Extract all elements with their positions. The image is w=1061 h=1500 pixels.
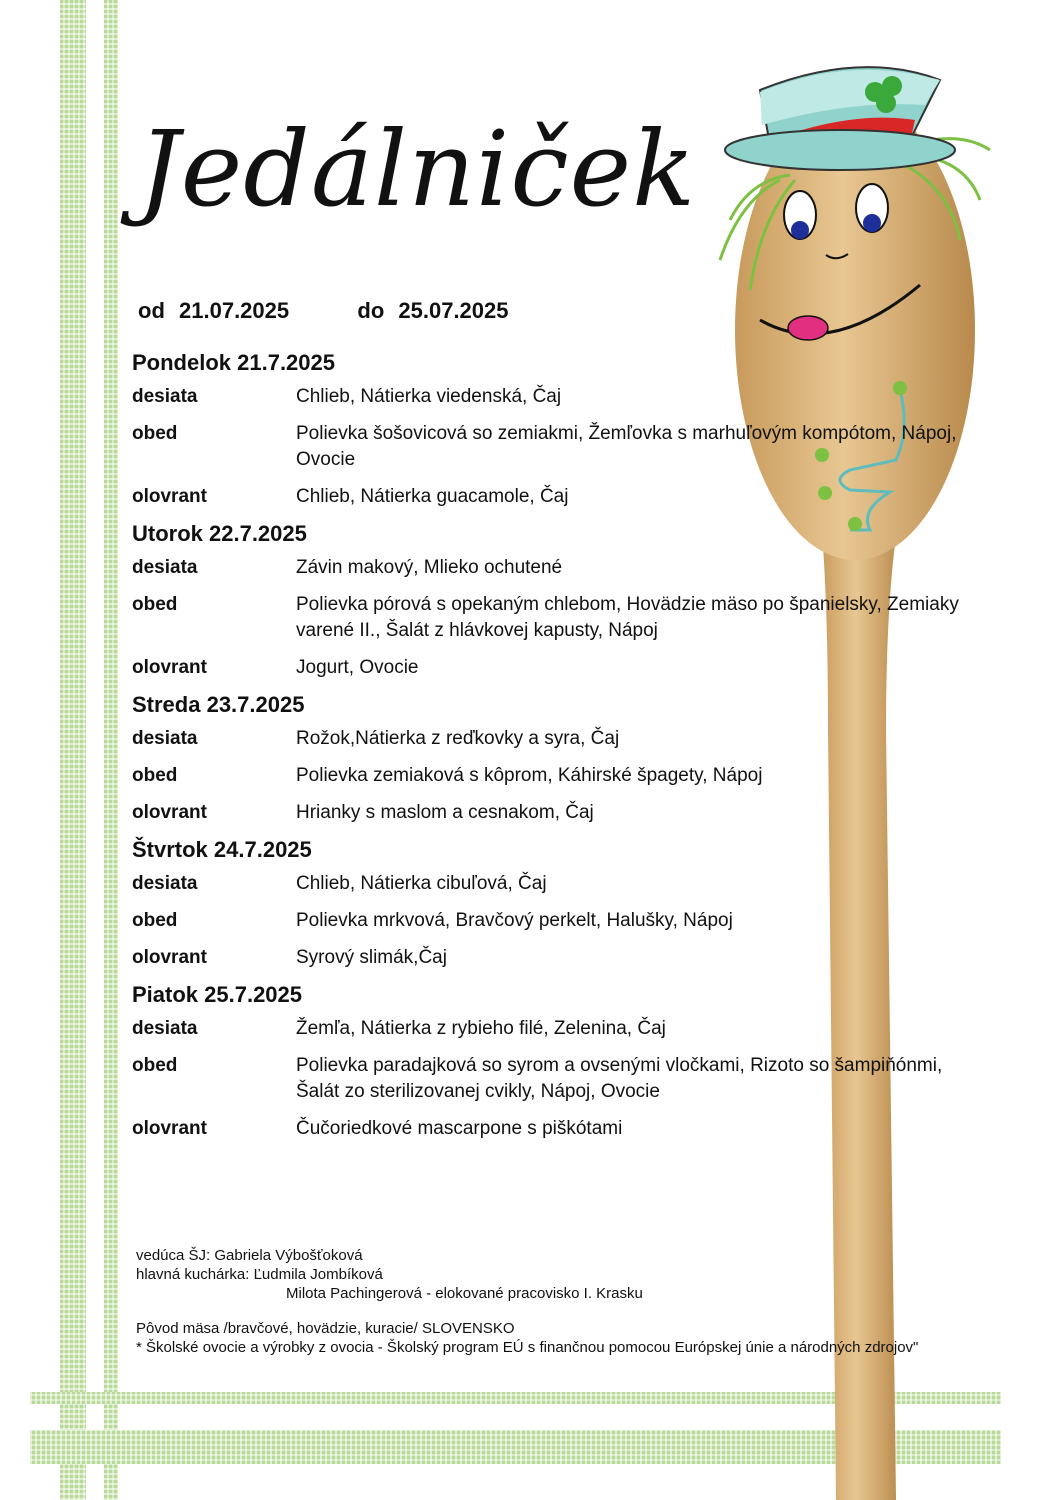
meal-label: obed (132, 594, 178, 615)
meal-row-desiata (132, 555, 1002, 581)
meal-text: Žemľa, Nátierka z rybieho filé, Zelenina, Čaj (296, 1018, 666, 1039)
meal-text: Polievka pórová s opekaným chlebom, Hovädzie mäso po španielsky, Zemiaky varené II., Šalát z hlávkovej kapusty, Nápoj (296, 594, 959, 641)
green-stripe-left (60, 0, 86, 1500)
date-from: 21.07.2025 (179, 298, 290, 323)
menu-day (132, 521, 1002, 681)
date-to: 25.07.2025 (398, 298, 509, 323)
menu-days (132, 350, 1002, 1153)
meal-label: olovrant (132, 802, 207, 823)
meal-row-desiata (132, 1016, 1002, 1042)
meal-text: Jogurt, Ovocie (296, 657, 419, 678)
footer-program: * Školské ovocie a výrobky z ovocia - Školský program EÚ s finančnou pomocou Európskej únie a národných zdrojov" (136, 1339, 919, 1356)
meal-label: obed (132, 423, 178, 444)
page-title: Jedálniček (138, 108, 697, 230)
meal-row-obed (132, 421, 1002, 473)
meal-label: obed (132, 1055, 178, 1076)
footer-cook2: Milota Pachingerová - elokované pracovisko I. Krasku (286, 1285, 643, 1302)
menu-day (132, 982, 1002, 1142)
meal-text: Čučoriedkové mascarpone s piškótami (296, 1118, 623, 1139)
meal-row-desiata (132, 384, 1002, 410)
footer-lead: vedúca ŠJ: Gabriela Výbošťoková (136, 1247, 363, 1264)
menu-day (132, 692, 1002, 826)
day-title: Utorok 22.7.2025 (132, 521, 307, 546)
meal-label: olovrant (132, 947, 207, 968)
date-to-label: do (357, 298, 385, 323)
meal-row-olovrant (132, 655, 1002, 681)
meal-label: obed (132, 910, 178, 931)
footer-notes (136, 1246, 936, 1357)
meal-text: Chlieb, Nátierka guacamole, Čaj (296, 486, 569, 507)
meal-row-olovrant (132, 1116, 1002, 1142)
meal-text: Chlieb, Nátierka viedenská, Čaj (296, 386, 562, 407)
date-from-label: od (138, 298, 165, 323)
meal-row-desiata (132, 871, 1002, 897)
meal-row-olovrant (132, 945, 1002, 971)
meal-text: Závin makový, Mlieko ochutené (296, 557, 563, 578)
day-title: Streda 23.7.2025 (132, 692, 305, 717)
day-title: Pondelok 21.7.2025 (132, 350, 335, 375)
meal-text: Polievka zemiaková s kôprom, Káhirské špagety, Nápoj (296, 765, 763, 786)
day-title: Piatok 25.7.2025 (132, 982, 303, 1007)
meal-label: desiata (132, 557, 198, 578)
meal-row-obed (132, 1053, 1002, 1105)
meal-label: desiata (132, 728, 198, 749)
footer-origin: Pôvod mäsa /bravčové, hovädzie, kuracie/ SLOVENSKO (136, 1320, 515, 1337)
meal-text: Polievka šošovicová so zemiakmi, Žemľovka s marhuľovým kompótom, Nápoj, Ovocie (296, 423, 957, 470)
date-range (138, 298, 517, 324)
meal-row-olovrant (132, 484, 1002, 510)
meal-text: Polievka paradajková so syrom a ovsenými vločkami, Rizoto so šampiňónmi, Šalát zo sterilizovanej cvikly, Nápoj, Ovocie (296, 1055, 943, 1102)
meal-row-obed (132, 908, 1002, 934)
meal-label: obed (132, 765, 178, 786)
meal-row-olovrant (132, 800, 1002, 826)
day-title: Štvrtok 24.7.2025 (132, 837, 312, 862)
meal-row-desiata (132, 726, 1002, 752)
meal-text: Chlieb, Nátierka cibuľová, Čaj (296, 873, 547, 894)
meal-label: olovrant (132, 657, 207, 678)
meal-label: desiata (132, 1018, 198, 1039)
meal-label: olovrant (132, 486, 207, 507)
meal-label: desiata (132, 386, 198, 407)
meal-text: Rožok,Nátierka z reďkovky a syra, Čaj (296, 728, 620, 749)
meal-row-obed (132, 592, 1002, 644)
meal-label: olovrant (132, 1118, 207, 1139)
menu-day (132, 350, 1002, 510)
meal-row-obed (132, 763, 1002, 789)
meal-text: Hrianky s maslom a cesnakom, Čaj (296, 802, 594, 823)
meal-text: Polievka mrkvová, Bravčový perkelt, Halušky, Nápoj (296, 910, 733, 931)
footer-cook: hlavná kuchárka: Ľudmila Jombíková (136, 1266, 383, 1283)
meal-label: desiata (132, 873, 198, 894)
meal-text: Syrový slimák,Čaj (296, 947, 447, 968)
menu-day (132, 837, 1002, 971)
green-stripe-left-thin (104, 0, 118, 1500)
